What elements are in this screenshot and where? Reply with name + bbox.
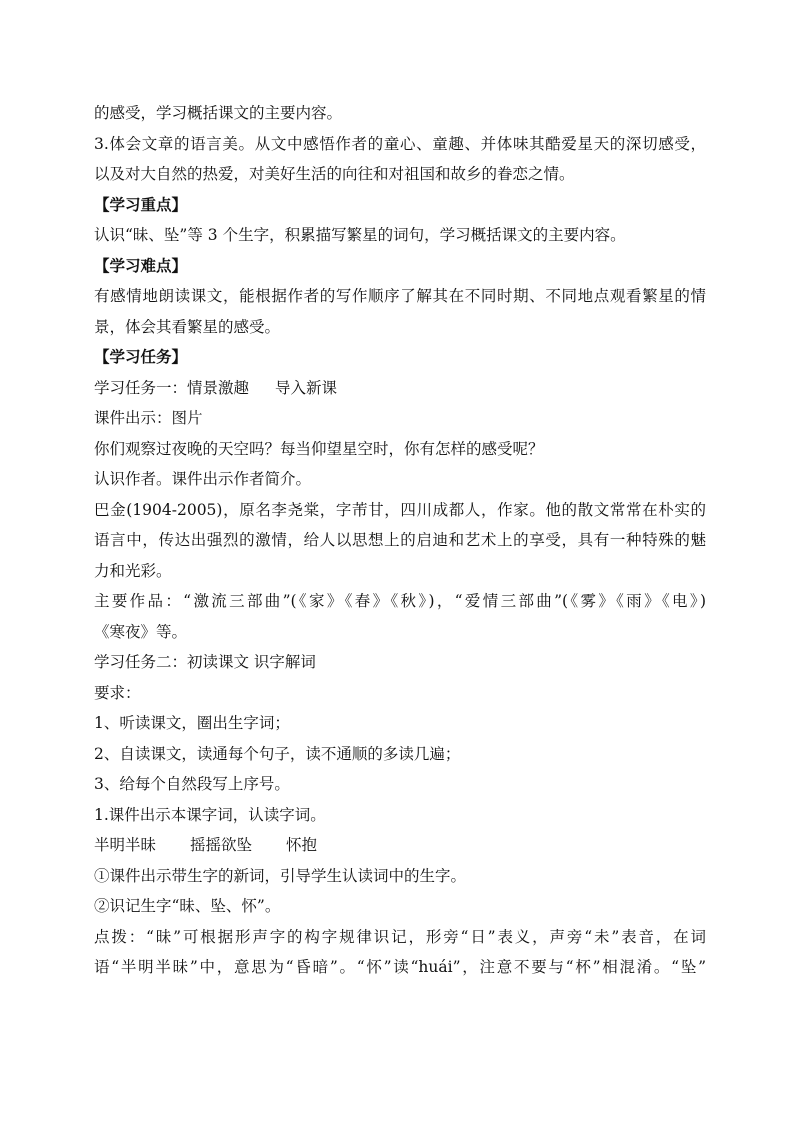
section-heading-key-points: 【学习重点】	[94, 194, 188, 214]
text-line: 认识“昧、坠”等 3 个生字，积累描写繁星的词句，学习概括课文的主要内容。	[94, 226, 626, 244]
text-line: 你们观察过夜晚的天空吗？每当仰望星空时，你有怎样的感受呢？	[94, 439, 544, 458]
text-line: 要求：	[94, 683, 141, 702]
text-line: 以及对大自然的热爱，对美好生活的向往和对祖国和故乡的眷恋之情。	[94, 165, 575, 183]
section-heading-difficulties: 【学习难点】	[94, 255, 188, 275]
text-line: 认识作者。课件出示作者简介。	[94, 470, 312, 488]
vocab-words-line	[94, 830, 706, 861]
task-one-subtitle: 导入新课	[275, 378, 338, 397]
text-line: 巴金(1904-2005)，原名李尧棠，字芾甘，四川成都人，作家。他的散文常常在朴实的	[94, 500, 706, 519]
vocab-word: 怀抱	[286, 836, 318, 854]
text-line: 课件出示：图片	[94, 409, 203, 427]
vocab-word: 摇摇欲坠	[190, 836, 253, 854]
text-line: 学习任务二：初读课文 识字解词	[94, 653, 316, 671]
text-line: 的感受，学习概括课文的主要内容。	[94, 104, 343, 122]
text-line: 景，体会其看繁星的感受。	[94, 317, 281, 336]
text-line: 《寒夜》等。	[94, 622, 188, 641]
text-line: 力和光彩。	[94, 561, 172, 580]
text-line: 有感情地朗读课文，能根据作者的写作顺序了解其在不同时期、不同地点观看繁星的情	[94, 287, 706, 305]
text-line: 点拨：“昧”可根据形声字的构字规律识记，形旁“日”表义，声旁“未”表音，在词	[94, 927, 707, 946]
text-line: ②识记生字“昧、坠、怀”。	[94, 897, 281, 915]
text-line: 语“半明半昧”中，意思为“昏暗”。“怀”读“huái”，注意不要与“杯”相混淆。“坠”	[94, 958, 706, 976]
text-line: 2、自读课文，读通每个句子，读不通顺的多读几遍；	[94, 744, 461, 763]
text-line: 3、给每个自然段写上序号。	[94, 775, 290, 793]
task-one-line	[94, 373, 706, 404]
section-heading-tasks: 【学习任务】	[94, 347, 188, 366]
text-line: 1、听读课文，圈出生字词；	[94, 714, 290, 732]
task-one-title: 学习任务一：情景激趣	[94, 378, 250, 397]
document-page	[94, 98, 706, 983]
text-line: 3.体会文章的语言美。从文中感悟作者的童心、童趣、并体味其酷爱星天的深切感受，	[94, 134, 706, 153]
text-line: 语言中，传达出强烈的激情，给人以思想上的启迪和艺术上的享受，具有一种特殊的魅	[94, 531, 706, 549]
vocab-word: 半明半昧	[94, 836, 157, 854]
text-line: 1.课件出示本课字词，认读字词。	[94, 805, 326, 824]
text-line: ①课件出示带生字的新词，引导学生认读词中的生字。	[94, 866, 467, 885]
text-line: 主要作品：“激流三部曲”(《家》《春》《秋》)，“爱情三部曲”(《雾》《雨》《电》)	[94, 592, 706, 610]
